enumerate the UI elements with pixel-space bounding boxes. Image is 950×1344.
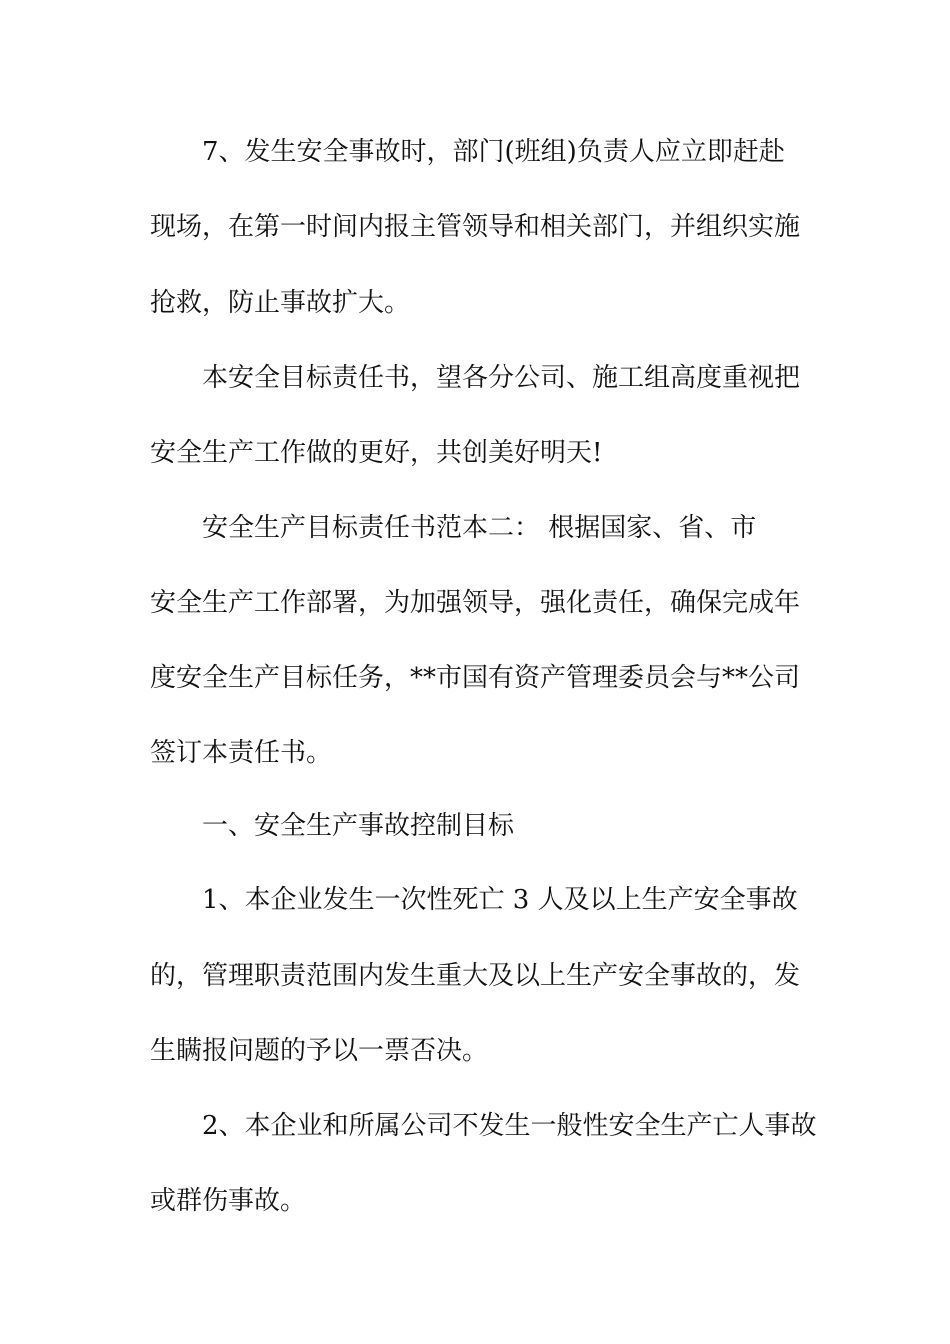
- paragraph-closing-line-2: 安全生产工作做的更好，共创美好明天!: [150, 438, 603, 468]
- paragraph-goal-2-line-1: 2、本企业和所属公司不发生一般性安全生产亡人事故: [202, 1111, 817, 1141]
- paragraph-template-two-line-2: 安全生产工作部署，为加强领导，强化责任，确保完成年: [150, 588, 801, 618]
- paragraph-goal-2-line-2: 或群伤事故。: [150, 1186, 307, 1216]
- paragraph-item-7-line-1: 7、发生安全事故时，部门(班组)负责人应立即赶赴: [202, 137, 785, 167]
- paragraph-template-two-line-3: 度安全生产目标任务，**市国有资产管理委员会与**公司: [150, 663, 801, 693]
- section-heading-1: 一、安全生产事故控制目标: [202, 811, 515, 841]
- paragraph-goal-1-line-3: 生瞒报问题的予以一票否决。: [150, 1036, 489, 1066]
- paragraph-template-two-line-4: 签订本责任书。: [150, 738, 333, 768]
- paragraph-item-7-line-3: 抢救，防止事故扩大。: [150, 288, 411, 318]
- paragraph-goal-1-line-1: 1、本企业发生一次性死亡 3 人及以上生产安全事故: [202, 885, 798, 915]
- paragraph-template-two-line-1: 安全生产目标责任书范本二： 根据国家、省、市: [202, 513, 757, 543]
- paragraph-goal-1-line-2: 的，管理职责范围内发生重大及以上生产安全事故的，发: [150, 961, 801, 991]
- paragraph-item-7-line-2: 现场，在第一时间内报主管领导和相关部门，并组织实施: [150, 212, 801, 242]
- paragraph-closing-line-1: 本安全目标责任书，望各分公司、施工组高度重视把: [202, 363, 801, 393]
